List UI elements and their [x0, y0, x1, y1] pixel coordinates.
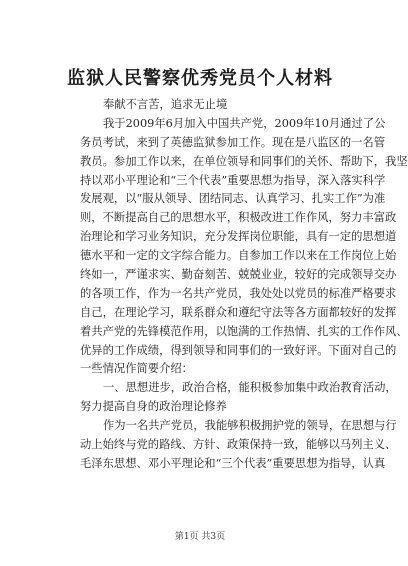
body-line: 努力提高自身的政治理论修养: [80, 400, 227, 414]
document-body: [80, 96, 408, 474]
body-line: 毛泽东思想、邓小平理论和“三个代表”重要思想为指导，认真: [80, 456, 386, 470]
body-line: 我于2009年6月加入中国共产党，2009年10月通过了公: [103, 116, 386, 130]
body-line: 德水平和一定的文字综合能力。自参加工作以来在工作岗位上始: [80, 249, 397, 263]
body-line: 动上始终与党的路线、方针、政策保持一致，能够以马列主义、: [80, 438, 397, 452]
body-line: 持以邓小平理论和“三个代表”重要思想为指导，深入落实科学: [80, 173, 386, 187]
document-title: 监狱人民警察优秀党员个人材料: [67, 68, 333, 89]
body-line: 终如一，严谨求实、勤奋刻苦、兢兢业业，较好的完成领导交办: [80, 268, 397, 282]
body-line: 作为一名共产党员，我能够积极拥护党的领导，在思想与行: [103, 419, 397, 433]
page-footer: 第1页 共3页: [174, 532, 226, 542]
body-line: 一、思想进步，政治合格，能积极参加集中政治教育活动，: [103, 381, 397, 395]
body-line: 教员。参加工作以来，在单位领导和同事们的关怀、帮助下，我坚: [80, 154, 408, 168]
body-line: 的各项工作，作为一名共产党员，我处处以党员的标准严格要求: [80, 286, 397, 300]
body-line: 着共产党的先锋模范作用，以饱满的工作热情、扎实的工作作风、: [80, 324, 408, 338]
body-line: 务员考试，来到了英德监狱参加工作。现在是八监区的一名管: [80, 135, 386, 149]
body-line: 优异的工作成绩，得到领导和同事们的一致好评。下面对自己的: [80, 343, 397, 357]
body-line: 一些情况作简要介绍：: [80, 362, 193, 376]
body-line: 治理论和学习业务知识，充分发挥岗位职能，具有一定的思想道: [80, 230, 397, 244]
body-line: 则，不断提高自己的思想水平，积极改进工作作风，努力丰富政: [80, 211, 397, 225]
body-line: 奉献不言苦，追求无止境: [103, 98, 228, 111]
body-line: 发展观，以“服从领导、团结同志、认真学习、扎实工作”为准: [80, 192, 386, 206]
body-line: 自己，在理论学习，联系群众和遵纪守法等各方面都较好的发挥: [80, 305, 397, 319]
